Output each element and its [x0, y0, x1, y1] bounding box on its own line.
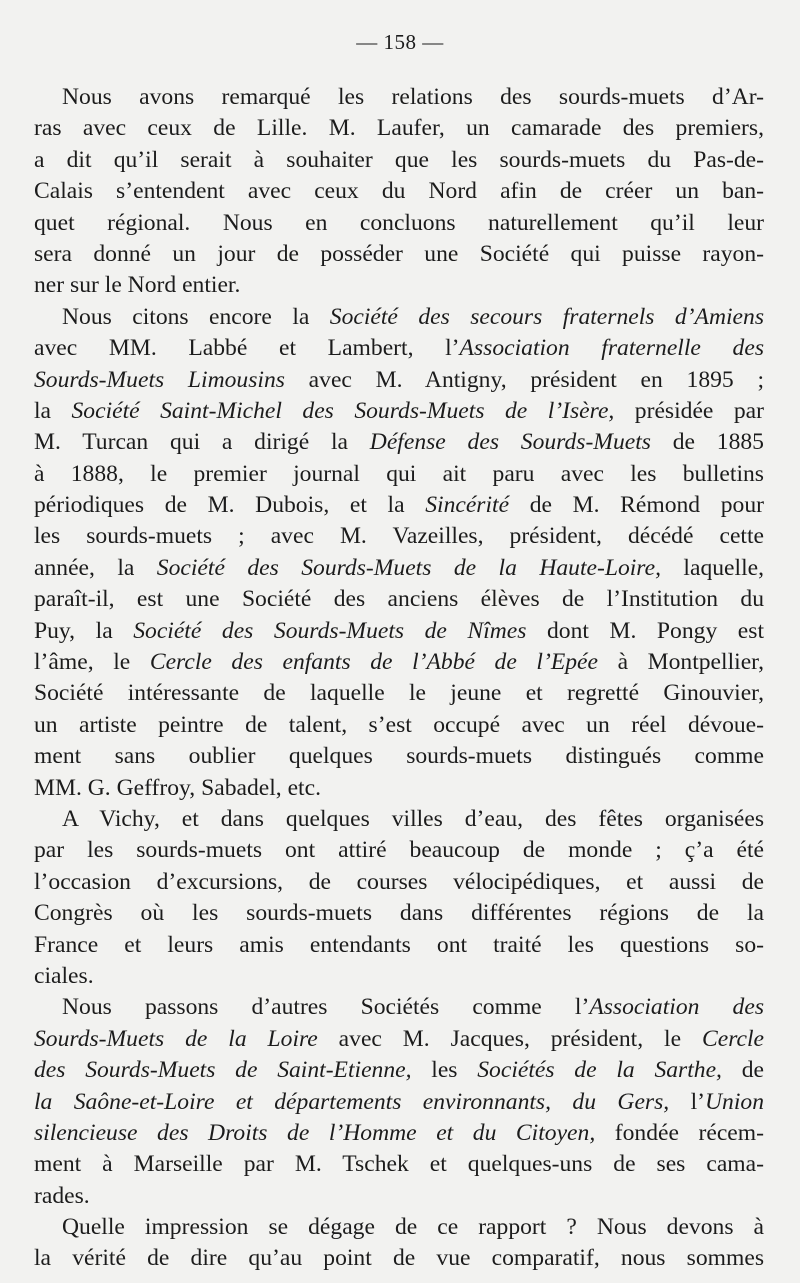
italic-title-run: Société des secours fraternels d’Amiens [329, 303, 764, 330]
text-line [34, 490, 764, 521]
text-line [34, 239, 764, 270]
text-line [34, 930, 764, 961]
text-line [34, 678, 764, 709]
text-run: de [721, 1057, 764, 1084]
text-run: à 1888, le premier journal qui ait paru avec les bulletins [34, 460, 764, 487]
text-run: ner sur le Nord entier. [34, 272, 241, 299]
text-line [34, 82, 764, 113]
italic-title-run: Cercle [701, 1025, 764, 1052]
paragraph [34, 992, 764, 1212]
text-run: ciales. [34, 962, 94, 989]
italic-title-run: Association des [589, 994, 765, 1021]
italic-title-run: Cercle des enfants de l’Abbé de l’Epée [149, 649, 598, 676]
text-run: avec MM. Labbé et Lambert, l’ [34, 335, 460, 362]
text-line [34, 521, 764, 552]
text-line [34, 710, 764, 741]
italic-title-run: Sociétés de la Sarthe, [477, 1057, 722, 1084]
text-line [34, 1181, 764, 1212]
text-line [34, 113, 764, 144]
text-line [34, 333, 764, 364]
text-line [34, 176, 764, 207]
text-line [34, 741, 764, 772]
text-line [34, 302, 764, 333]
text-line [34, 145, 764, 176]
text-line [34, 208, 764, 239]
italic-title-run: la Saône-et-Loire et départements environnants, du Gers, [34, 1088, 670, 1115]
text-run: rades. [34, 1182, 90, 1209]
text-line [34, 835, 764, 866]
text-run: ras avec ceux de Lille. M. Laufer, un camarade des premiers, [34, 115, 764, 142]
text-line [34, 1149, 764, 1180]
text-run: Nous avons remarqué les relations des sourds-muets d’Ar- [62, 84, 764, 110]
italic-title-run: Sourds-Muets de la Loire [34, 1025, 318, 1052]
paragraph [34, 804, 764, 992]
italic-title-run: Société des Sourds-Muets de Nîmes [133, 617, 527, 644]
text-run: de M. Rémond pour [509, 492, 764, 519]
text-run: avec M. Antigny, président en 1895 ; [284, 366, 764, 393]
italic-title-run: Association fraternelle des [459, 335, 764, 362]
text-run: fondée récem- [595, 1119, 764, 1146]
text-run: quet régional. Nous en concluons naturellement qu’il leur [34, 209, 764, 236]
text-line [34, 1118, 764, 1149]
text-run: l’âme, le [34, 649, 150, 676]
text-run: paraît-il, est une Société des anciens élèves de l’Institution du [34, 586, 764, 613]
text-run: Calais s’entendent avec ceux du Nord afin de créer un ban- [34, 178, 764, 205]
text-line [34, 898, 764, 929]
text-run: sera donné un jour de posséder une Société qui puisse rayon- [34, 240, 764, 267]
text-line [34, 365, 764, 396]
text-run: Nous citons encore la [62, 303, 330, 330]
text-line [34, 396, 764, 427]
text-line [34, 270, 764, 301]
text-run: la vérité de dire qu’au point de vue comparatif, nous sommes [34, 1245, 764, 1272]
text-run: A Vichy, et dans quelques villes d’eau, des fêtes organisées [62, 805, 764, 832]
text-run: l’occasion d’excursions, de courses vélocipédiques, et aussi de [34, 868, 764, 895]
text-run: périodiques de M. Dubois, et la [34, 492, 426, 519]
paragraph [34, 82, 764, 302]
text-run: année, la [34, 554, 157, 581]
text-run: par les sourds-muets ont attiré beaucoup de monde ; ç’a été [34, 837, 764, 864]
text-run: Société intéressante de laquelle le jeune et regretté Ginouvier, [34, 680, 764, 707]
text-run: ment sans oublier quelques sourds-muets distingués comme [34, 743, 764, 770]
text-run: dont M. Pongy est [526, 617, 765, 644]
text-line [34, 867, 764, 898]
text-run: France et leurs amis entendants ont traité les questions so- [34, 931, 764, 958]
text-run: la [34, 397, 72, 424]
italic-title-run: des Sourds-Muets de Saint-Etienne, [34, 1057, 412, 1084]
text-run: Quelle impression se dégage de ce rapport ? Nous devons à [62, 1214, 764, 1241]
text-line [34, 427, 764, 458]
text-run: l’ [669, 1088, 706, 1115]
text-line [34, 616, 764, 647]
text-run: Congrès où les sourds-muets dans différentes régions de la [34, 900, 764, 927]
text-run: les sourds-muets ; avec M. Vazeilles, président, décédé cette [34, 523, 764, 550]
text-line [34, 992, 764, 1023]
italic-title-run: silencieuse des Droits de l’Homme et du Citoyen, [34, 1119, 596, 1146]
text-run: Puy, la [34, 617, 134, 644]
text-line [34, 1055, 764, 1086]
text-run: un artiste peintre de talent, s’est occupé avec un réel dévoue- [34, 711, 764, 738]
text-line [34, 773, 764, 804]
page-number: — 158 — [356, 30, 444, 54]
text-body [34, 82, 764, 1275]
italic-title-run: Union [705, 1088, 764, 1115]
text-line [34, 804, 764, 835]
text-run: MM. G. Geffroy, Sabadel, etc. [34, 774, 321, 801]
italic-title-run: Défense des Sourds-Muets [369, 429, 651, 456]
text-run: ment à Marseille par M. Tschek et quelques-uns de ses cama- [34, 1151, 764, 1178]
text-line [34, 1087, 764, 1118]
text-line [34, 647, 764, 678]
italic-title-run: Société Saint-Michel des Sourds-Muets de l’Isère, [71, 397, 615, 424]
italic-title-run: Société des Sourds-Muets de la Haute-Loire, [156, 554, 661, 581]
paragraph [34, 1212, 764, 1275]
text-line [34, 1212, 764, 1243]
text-run: laquelle, [661, 554, 765, 581]
text-run: Nous passons d’autres Sociétés comme l’ [62, 994, 590, 1021]
text-run: présidée par [614, 397, 764, 424]
text-line [34, 961, 764, 992]
text-run: a dit qu’il serait à souhaiter que les sourds-muets du Pas-de- [34, 146, 764, 173]
italic-title-run: Sincérité [425, 492, 510, 519]
text-run: M. Turcan qui a dirigé la [34, 429, 370, 456]
text-run: avec M. Jacques, président, le [317, 1025, 702, 1052]
text-line [34, 1024, 764, 1055]
text-run: de 1885 [650, 429, 764, 456]
text-line [34, 584, 764, 615]
text-line [34, 1243, 764, 1274]
italic-title-run: Sourds-Muets Limousins [34, 366, 285, 393]
text-run: à Montpellier, [597, 649, 764, 676]
paragraph [34, 302, 764, 804]
text-run: les [411, 1057, 478, 1084]
text-line [34, 553, 764, 584]
text-line [34, 459, 764, 490]
